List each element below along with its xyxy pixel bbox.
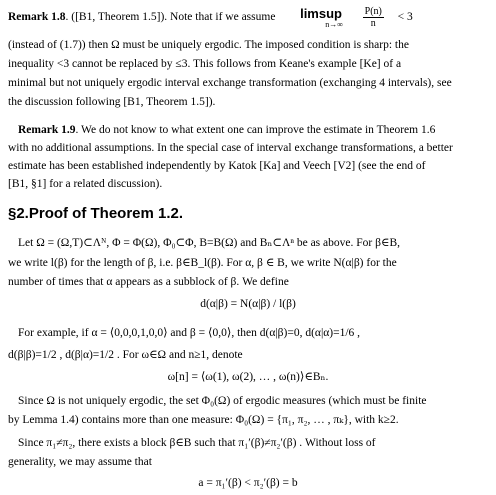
inequality-a-b: a = π₁′(β) < π₂′(β) = b (198, 477, 298, 489)
proof-line-7: by Lemma 1.4) contains more than one measure: Φ₀(Ω) = {π₁, π₂, … , πₖ}, with k≥2. (8, 414, 399, 426)
remark-1-9-line-2: with no additional assumptions. In the special case of interval exchange transformations, a better (8, 142, 453, 154)
proof-line-3: number of times that α appears as a subblock of β. We define (8, 276, 289, 288)
p-n-over-n-fraction: $\frac{P(n)}{n}$ (364, 6, 382, 29)
remark-1-9-line-1: Remark 1.9. We do not know to what extent one can improve the estimate in Theorem 1.6 (18, 124, 436, 136)
remark-1-8-line-2: (instead of (1.7)) then Ω must be uniquely ergodic. The imposed condition is sharp: the (8, 39, 409, 51)
proof-line-9: generality, we may assume that (8, 456, 152, 468)
proof-line-6: Since Ω is not uniquely ergodic, the set Φ₀(Ω) of ergodic measures (which must be finite (18, 395, 427, 407)
proof-line-8: Since π₁≠π₂, there exists a block β∈B such that π₁′(β)≠π₂′(β) . Without loss of (18, 437, 376, 449)
remark-1-8-label: Remark 1.8 (8, 11, 66, 24)
remark-1-9-label: Remark 1.9 (18, 124, 76, 136)
remark-1-8-line-5: the discussion following [B1, Theorem 1.5]). (8, 96, 216, 108)
proof-line-4: For example, if α = ⟨0,0,0,1,0,0⟩ and β = ⟨0,0⟩, then d(α|β)=0, d(α|α)=1/6 , (18, 327, 361, 339)
remark-1-9-line-4: [B1, §1] for a related discussion). (8, 178, 163, 190)
proof-line-2: we write l(β) for the length of β, i.e. β∈B_l(β). For α, β ∈ B, we write N(α|β) for the (8, 257, 397, 269)
omega-prefix-definition: ω[n] = ⟨ω(1), ω(2), … , ω(n)⟩∈Bₙ. (167, 371, 329, 383)
proof-line-1: Let Ω = (Ω,T)⊂Λᴺ, Φ = Φ(Ω), Φ₀⊂Φ, B=B(Ω) and Bₙ⊂Λⁿ be as above. For β∈B, (18, 237, 400, 249)
proof-line-5: d(β|β)=1/2 , d(β|α)=1/2 . For ω∈Ω and n≥1, denote (8, 349, 243, 361)
limsup-operator: limsup n→∞ (300, 5, 343, 29)
remark-1-8-line-4: minimal but not uniquely ergodic interval exchange transformation (exchanging 4 intervals), see (8, 77, 452, 89)
remark-1-8-line-3: inequality <3 cannot be replaced by ≤3. This follows from Keane's example [Ke] of a (8, 58, 402, 70)
remark-1-8-line-1: Remark 1.8. ([B1, Theorem 1.5]). Note that if we assume limsup n→∞ $\frac{P(n)}{n}$ < 3 (8, 5, 413, 29)
density-definition: d(α|β) = N(α|β) / l(β) (200, 298, 296, 310)
remark-1-9-line-3: estimate has been established independently by Katok [Ka] and Veech [V2] (see the end of (8, 160, 426, 172)
section-heading: §2.Proof of Theorem 1.2. (8, 205, 184, 222)
